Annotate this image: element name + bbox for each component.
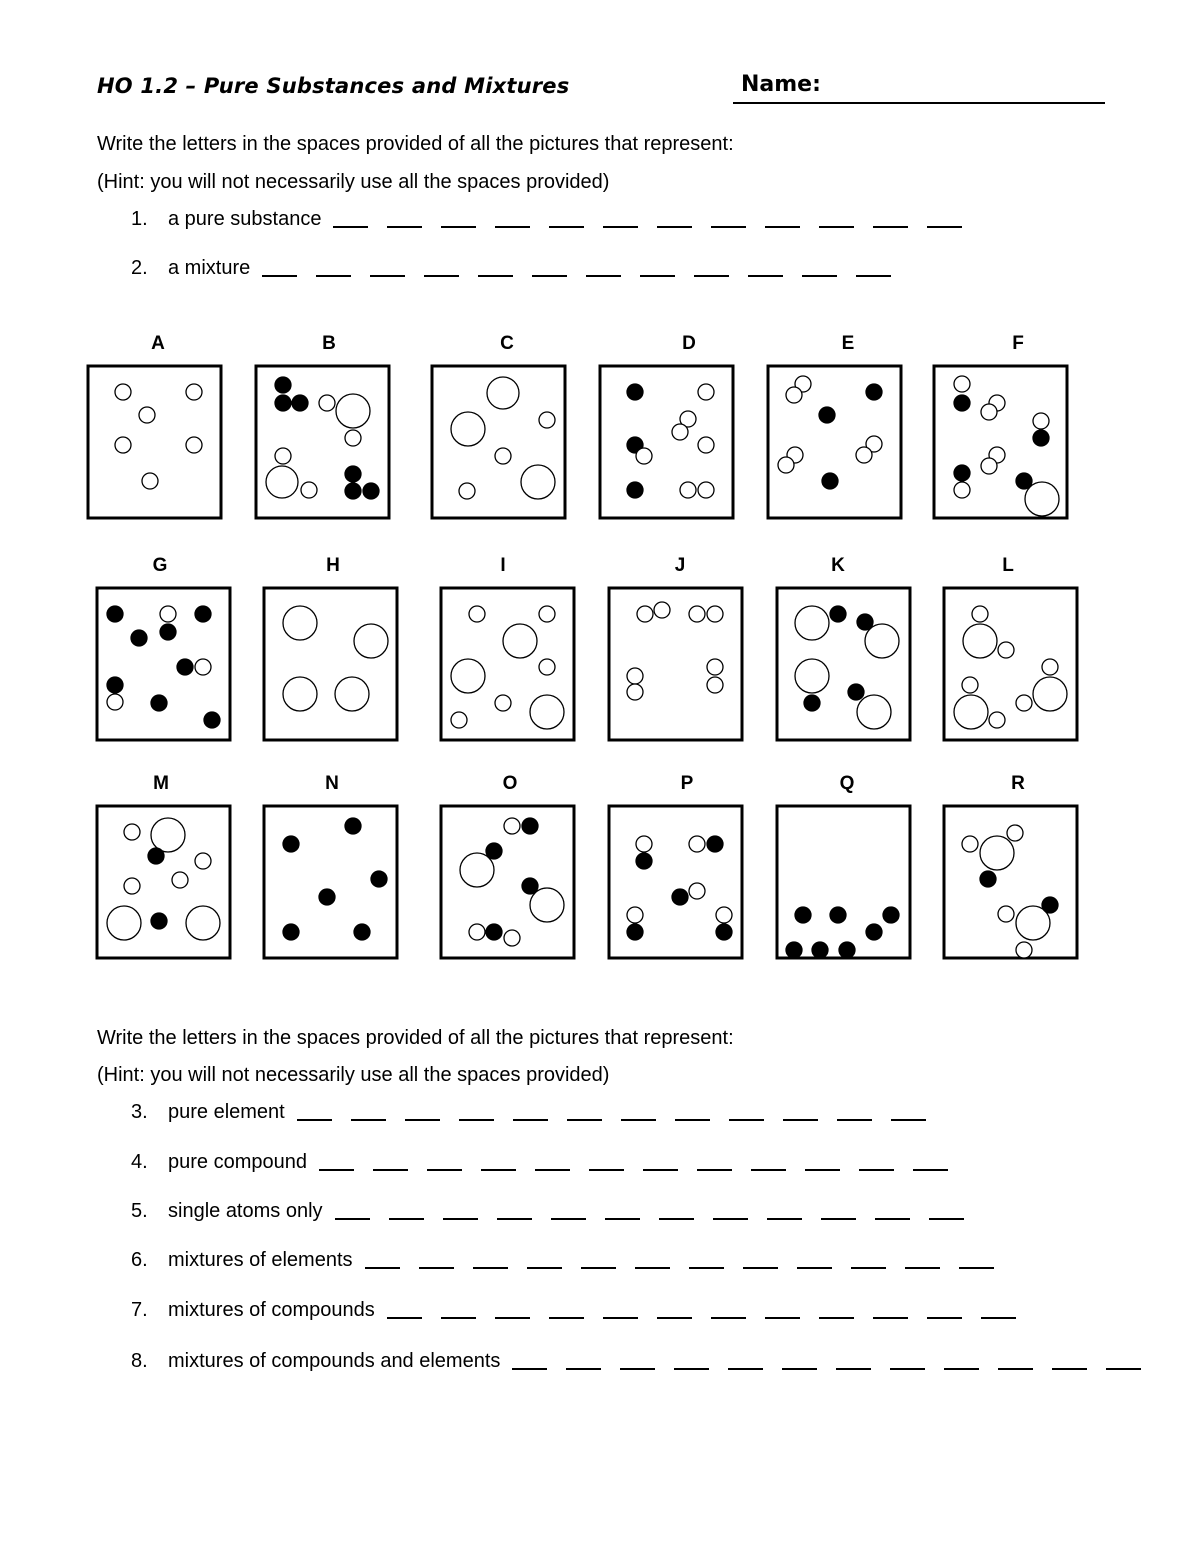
- answer-blank[interactable]: [805, 1169, 840, 1171]
- filled-atom: [345, 466, 361, 482]
- particle-box-h: [264, 588, 397, 740]
- answer-blank[interactable]: [959, 1267, 994, 1269]
- open-atom: [530, 695, 564, 729]
- box-label: R: [1011, 773, 1025, 794]
- answer-blank[interactable]: [635, 1267, 670, 1269]
- filled-atom: [131, 630, 147, 646]
- filled-atom: [283, 836, 299, 852]
- answer-blank[interactable]: [319, 1169, 354, 1171]
- open-atom: [716, 907, 732, 923]
- answer-blank[interactable]: [497, 1218, 532, 1220]
- open-atom: [1033, 677, 1067, 711]
- open-atom: [275, 448, 291, 464]
- answer-blank[interactable]: [621, 1119, 656, 1121]
- answer-blank[interactable]: [389, 1218, 424, 1220]
- filled-atom: [830, 907, 846, 923]
- open-atom: [460, 853, 494, 887]
- open-atom: [954, 695, 988, 729]
- open-atom: [1016, 695, 1032, 711]
- open-atom: [503, 624, 537, 658]
- answer-blank[interactable]: [873, 1317, 908, 1319]
- filled-atom: [275, 377, 291, 393]
- question-number: 7.: [131, 1299, 148, 1321]
- filled-atom: [345, 483, 361, 499]
- answer-blank[interactable]: [837, 1119, 872, 1121]
- answer-blank[interactable]: [728, 1368, 763, 1370]
- particle-box-n: [264, 806, 397, 958]
- answer-blank[interactable]: [297, 1119, 332, 1121]
- instruction-2: Write the letters in the spaces provided of all the pictures that represent:: [97, 1027, 734, 1049]
- filled-atom: [107, 677, 123, 693]
- open-atom: [786, 387, 802, 403]
- open-atom: [962, 836, 978, 852]
- open-atom: [530, 888, 564, 922]
- open-atom: [521, 465, 555, 499]
- filled-atom: [980, 871, 996, 887]
- open-atom: [539, 659, 555, 675]
- answer-blank[interactable]: [836, 1368, 871, 1370]
- question-text: a pure substance: [168, 208, 322, 230]
- particle-box-a: [88, 366, 221, 518]
- open-atom: [451, 712, 467, 728]
- filled-atom: [627, 384, 643, 400]
- open-atom: [451, 412, 485, 446]
- filled-atom: [786, 942, 802, 958]
- answer-blank[interactable]: [875, 1218, 910, 1220]
- open-atom: [283, 677, 317, 711]
- filled-atom: [522, 818, 538, 834]
- open-atom: [865, 624, 899, 658]
- question-text: single atoms only: [168, 1200, 323, 1222]
- answer-blanks[interactable]: [387, 1299, 1035, 1322]
- open-atom: [124, 824, 140, 840]
- answer-blank[interactable]: [603, 1317, 638, 1319]
- open-atom: [115, 384, 131, 400]
- open-atom: [495, 448, 511, 464]
- question-4: [131, 1151, 967, 1174]
- answer-blank[interactable]: [944, 1368, 979, 1370]
- filled-atom: [672, 889, 688, 905]
- question-text: pure compound: [168, 1151, 307, 1173]
- open-atom: [980, 836, 1014, 870]
- question-7: [131, 1299, 1035, 1322]
- open-atom: [954, 376, 970, 392]
- question-text: mixtures of elements: [168, 1249, 353, 1271]
- question-text: mixtures of compounds: [168, 1299, 375, 1321]
- open-atom: [707, 677, 723, 693]
- particle-box-l: [944, 588, 1077, 740]
- answer-blank[interactable]: [675, 1119, 710, 1121]
- open-atom: [963, 624, 997, 658]
- answer-blank[interactable]: [419, 1267, 454, 1269]
- question-text: a mixture: [168, 257, 251, 279]
- open-atom: [636, 448, 652, 464]
- particle-box-b: [256, 366, 389, 518]
- box-label: P: [680, 773, 694, 794]
- answer-blank[interactable]: [751, 1169, 786, 1171]
- filled-atom: [812, 942, 828, 958]
- particle-box-g: [97, 588, 230, 740]
- question-number: 3.: [131, 1101, 148, 1123]
- particle-box-d: [600, 366, 733, 518]
- particle-box-m: [97, 806, 230, 958]
- answer-blank[interactable]: [905, 1267, 940, 1269]
- open-atom: [195, 659, 211, 675]
- answer-blank[interactable]: [335, 1218, 370, 1220]
- particle-box-f: [934, 366, 1067, 518]
- filled-atom: [830, 606, 846, 622]
- particle-box-r: [944, 806, 1077, 958]
- filled-atom: [319, 889, 335, 905]
- filled-atom: [954, 395, 970, 411]
- open-atom: [1007, 825, 1023, 841]
- open-atom: [469, 924, 485, 940]
- open-atom: [998, 906, 1014, 922]
- box-label: C: [500, 333, 514, 354]
- answer-blank[interactable]: [527, 1267, 562, 1269]
- open-atom: [689, 606, 705, 622]
- open-atom: [857, 695, 891, 729]
- open-atom: [469, 606, 485, 622]
- box-label: H: [326, 555, 340, 576]
- open-atom: [151, 818, 185, 852]
- answer-blanks[interactable]: [335, 1200, 983, 1223]
- filled-atom: [151, 695, 167, 711]
- open-atom: [301, 482, 317, 498]
- filled-atom: [627, 924, 643, 940]
- answer-blank[interactable]: [351, 1119, 386, 1121]
- open-atom: [495, 695, 511, 711]
- open-atom: [283, 606, 317, 640]
- box-label: I: [500, 555, 506, 576]
- answer-blank[interactable]: [851, 1267, 886, 1269]
- box-label: D: [682, 333, 696, 354]
- filled-atom: [371, 871, 387, 887]
- filled-atom: [1033, 430, 1049, 446]
- answer-blank[interactable]: [819, 1317, 854, 1319]
- name-label: Name:: [741, 72, 821, 97]
- open-atom: [672, 424, 688, 440]
- filled-atom: [819, 407, 835, 423]
- answer-blank[interactable]: [589, 1169, 624, 1171]
- open-atom: [856, 447, 872, 463]
- answer-blank[interactable]: [620, 1368, 655, 1370]
- open-atom: [778, 457, 794, 473]
- answer-blank[interactable]: [549, 1317, 584, 1319]
- filled-atom: [822, 473, 838, 489]
- open-atom: [487, 377, 519, 409]
- answer-blank[interactable]: [581, 1267, 616, 1269]
- filled-atom: [283, 924, 299, 940]
- open-atom: [698, 384, 714, 400]
- open-atom: [627, 668, 643, 684]
- answer-blank[interactable]: [674, 1368, 709, 1370]
- answer-blanks[interactable]: [365, 1249, 1013, 1272]
- box-label: G: [152, 555, 168, 576]
- open-atom: [335, 677, 369, 711]
- open-atom: [186, 384, 202, 400]
- answer-blank[interactable]: [387, 1317, 422, 1319]
- open-atom: [989, 712, 1005, 728]
- open-atom: [637, 606, 653, 622]
- open-atom: [266, 466, 298, 498]
- open-atom: [795, 659, 829, 693]
- open-atom: [504, 930, 520, 946]
- open-atom: [972, 606, 988, 622]
- filled-atom: [795, 907, 811, 923]
- question-5: [131, 1200, 983, 1223]
- particle-box-p: [609, 806, 742, 958]
- filled-atom: [292, 395, 308, 411]
- filled-atom: [177, 659, 193, 675]
- open-atom: [1042, 659, 1058, 675]
- box-label: B: [322, 333, 336, 354]
- answer-blank[interactable]: [927, 1317, 962, 1319]
- question-3: [131, 1101, 945, 1124]
- question-number: 4.: [131, 1151, 148, 1173]
- answer-blank[interactable]: [981, 1317, 1016, 1319]
- box-frame: [264, 588, 397, 740]
- open-atom: [689, 836, 705, 852]
- answer-blank[interactable]: [643, 1169, 678, 1171]
- open-atom: [954, 482, 970, 498]
- open-atom: [795, 606, 829, 640]
- answer-blank[interactable]: [767, 1218, 802, 1220]
- particle-box-k: [777, 588, 910, 740]
- filled-atom: [804, 695, 820, 711]
- filled-atom: [883, 907, 899, 923]
- particle-box-e: [768, 366, 901, 518]
- box-label: K: [831, 555, 845, 576]
- open-atom: [689, 883, 705, 899]
- open-atom: [707, 659, 723, 675]
- open-atom: [124, 878, 140, 894]
- particle-box-c: [432, 366, 565, 518]
- open-atom: [698, 482, 714, 498]
- answer-blank[interactable]: [657, 1317, 692, 1319]
- question-text: pure element: [168, 1101, 285, 1123]
- particle-box-q: [777, 806, 910, 958]
- filled-atom: [363, 483, 379, 499]
- answer-blank[interactable]: [797, 1267, 832, 1269]
- open-atom: [504, 818, 520, 834]
- filled-atom: [627, 482, 643, 498]
- box-label: O: [502, 773, 518, 794]
- open-atom: [160, 606, 176, 622]
- open-atom: [680, 482, 696, 498]
- answer-blank[interactable]: [711, 1317, 746, 1319]
- box-label: N: [325, 773, 339, 794]
- answer-blank[interactable]: [512, 1368, 547, 1370]
- open-atom: [186, 906, 220, 940]
- particle-box-j: [609, 588, 742, 740]
- filled-atom: [707, 836, 723, 852]
- open-atom: [539, 412, 555, 428]
- answer-blank[interactable]: [481, 1169, 516, 1171]
- open-atom: [451, 659, 485, 693]
- answer-blank[interactable]: [859, 1169, 894, 1171]
- answer-blank[interactable]: [427, 1169, 462, 1171]
- open-atom: [195, 853, 211, 869]
- filled-atom: [636, 853, 652, 869]
- question-number: 6.: [131, 1249, 148, 1271]
- answer-blank[interactable]: [659, 1218, 694, 1220]
- filled-atom: [345, 818, 361, 834]
- question-8: [131, 1350, 1160, 1373]
- answer-blank[interactable]: [495, 1317, 530, 1319]
- open-atom: [107, 906, 141, 940]
- open-atom: [707, 606, 723, 622]
- answer-blank[interactable]: [535, 1169, 570, 1171]
- box-label: L: [1002, 555, 1014, 576]
- filled-atom: [954, 465, 970, 481]
- filled-atom: [354, 924, 370, 940]
- box-label: Q: [839, 773, 855, 794]
- filled-atom: [275, 395, 291, 411]
- question-text: mixtures of compounds and elements: [168, 1350, 501, 1372]
- filled-atom: [195, 606, 211, 622]
- open-atom: [186, 437, 202, 453]
- open-atom: [627, 907, 643, 923]
- box-label: F: [1012, 333, 1024, 354]
- filled-atom: [160, 624, 176, 640]
- answer-blank[interactable]: [373, 1169, 408, 1171]
- box-label: M: [153, 773, 169, 794]
- answer-blank[interactable]: [443, 1218, 478, 1220]
- worksheet-title: HO 1.2 – Pure Substances and Mixtures: [97, 74, 570, 98]
- filled-atom: [866, 384, 882, 400]
- filled-atom: [848, 684, 864, 700]
- answer-blank[interactable]: [567, 1119, 602, 1121]
- filled-atom: [148, 848, 164, 864]
- open-atom: [636, 836, 652, 852]
- answer-blank[interactable]: [459, 1119, 494, 1121]
- open-atom: [698, 437, 714, 453]
- answer-blank[interactable]: [713, 1218, 748, 1220]
- open-atom: [1033, 413, 1049, 429]
- open-atom: [459, 483, 475, 499]
- filled-atom: [486, 924, 502, 940]
- question-number: 8.: [131, 1350, 148, 1372]
- open-atom: [354, 624, 388, 658]
- hint-2: (Hint: you will not necessarily use all the spaces provided): [97, 1064, 610, 1086]
- open-atom: [981, 404, 997, 420]
- answer-blank[interactable]: [998, 1368, 1033, 1370]
- filled-atom: [839, 942, 855, 958]
- answer-blank[interactable]: [929, 1218, 964, 1220]
- filled-atom: [204, 712, 220, 728]
- filled-atom: [1042, 897, 1058, 913]
- box-frame: [777, 806, 910, 958]
- answer-blank[interactable]: [821, 1218, 856, 1220]
- open-atom: [345, 430, 361, 446]
- filled-atom: [151, 913, 167, 929]
- answer-blank[interactable]: [689, 1267, 724, 1269]
- answer-blank[interactable]: [729, 1119, 764, 1121]
- open-atom: [627, 684, 643, 700]
- answer-blank[interactable]: [697, 1169, 732, 1171]
- answer-blank[interactable]: [1052, 1368, 1087, 1370]
- open-atom: [319, 395, 335, 411]
- open-atom: [998, 642, 1014, 658]
- box-label: A: [151, 333, 165, 354]
- open-atom: [1025, 482, 1059, 516]
- open-atom: [115, 437, 131, 453]
- answer-blank[interactable]: [551, 1218, 586, 1220]
- answer-blank[interactable]: [473, 1267, 508, 1269]
- answer-blank[interactable]: [513, 1119, 548, 1121]
- hint-1: (Hint: you will not necessarily use all the spaces provided): [97, 171, 610, 193]
- question-number: 1.: [131, 208, 148, 230]
- answer-blank[interactable]: [891, 1119, 926, 1121]
- open-atom: [981, 458, 997, 474]
- instruction-1: Write the letters in the spaces provided of all the pictures that represent:: [97, 133, 734, 155]
- open-atom: [142, 473, 158, 489]
- question-number: 2.: [131, 257, 148, 279]
- answer-blank[interactable]: [605, 1218, 640, 1220]
- answer-blank[interactable]: [365, 1267, 400, 1269]
- open-atom: [107, 694, 123, 710]
- open-atom: [172, 872, 188, 888]
- answer-blank[interactable]: [765, 1317, 800, 1319]
- answer-blanks[interactable]: [297, 1101, 945, 1124]
- particle-box-o: [441, 806, 574, 958]
- box-label: J: [674, 555, 686, 576]
- open-atom: [139, 407, 155, 423]
- answer-blank[interactable]: [743, 1267, 778, 1269]
- answer-blank[interactable]: [783, 1119, 818, 1121]
- answer-blank[interactable]: [566, 1368, 601, 1370]
- answer-blanks[interactable]: [512, 1350, 1160, 1373]
- filled-atom: [866, 924, 882, 940]
- filled-atom: [107, 606, 123, 622]
- box-label: E: [841, 333, 855, 354]
- open-atom: [1016, 942, 1032, 958]
- answer-blank[interactable]: [405, 1119, 440, 1121]
- open-atom: [654, 602, 670, 618]
- answer-blanks[interactable]: [319, 1151, 967, 1174]
- filled-atom: [716, 924, 732, 940]
- open-atom: [539, 606, 555, 622]
- answer-blank[interactable]: [441, 1317, 476, 1319]
- answer-blank[interactable]: [1106, 1368, 1141, 1370]
- question-number: 5.: [131, 1200, 148, 1222]
- answer-blank[interactable]: [913, 1169, 948, 1171]
- answer-blank[interactable]: [890, 1368, 925, 1370]
- answer-blank[interactable]: [782, 1368, 817, 1370]
- open-atom: [962, 677, 978, 693]
- question-6: [131, 1249, 1013, 1272]
- open-atom: [336, 394, 370, 428]
- particle-box-i: [441, 588, 574, 740]
